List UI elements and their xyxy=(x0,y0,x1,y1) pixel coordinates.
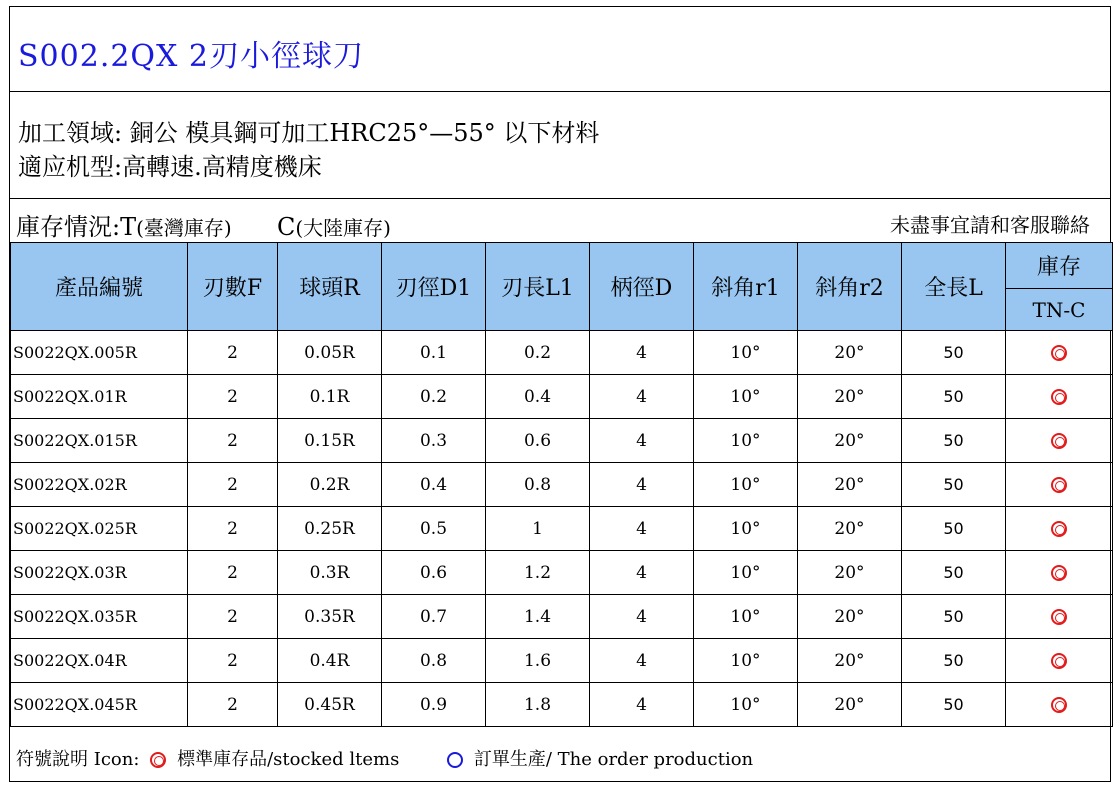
cell-stock xyxy=(1006,639,1113,683)
cell-code: S0022QX.005R xyxy=(11,331,188,375)
cell-d1: 0.2 xyxy=(382,375,486,419)
table-row xyxy=(11,683,1113,727)
cell-r1: 10° xyxy=(694,331,798,375)
legend-section xyxy=(10,733,1110,783)
cell-r1: 10° xyxy=(694,639,798,683)
cell-flutes: 2 xyxy=(188,639,278,683)
cell-flutes: 2 xyxy=(188,419,278,463)
table-row xyxy=(11,463,1113,507)
machine-type-text: 適应机型:高轉速.高精度機床 xyxy=(18,153,322,181)
title-section xyxy=(10,7,1110,92)
cell-ball: 0.2R xyxy=(278,463,382,507)
cell-l1: 1.8 xyxy=(486,683,590,727)
icon-legend xyxy=(16,745,753,771)
stock-legend xyxy=(16,207,391,242)
cell-stock xyxy=(1006,507,1113,551)
contact-note: 未盡事宜請和客服聯絡 xyxy=(890,213,1090,237)
table-row xyxy=(11,331,1113,375)
double-circle-icon xyxy=(150,752,166,768)
cell-flutes: 2 xyxy=(188,683,278,727)
cell-length: 50 xyxy=(902,463,1006,507)
cell-shank: 4 xyxy=(590,331,694,375)
cell-d1: 0.8 xyxy=(382,639,486,683)
cell-ball: 0.05R xyxy=(278,331,382,375)
table-row xyxy=(11,639,1113,683)
cell-stock xyxy=(1006,463,1113,507)
cell-shank: 4 xyxy=(590,375,694,419)
cell-d1: 0.9 xyxy=(382,683,486,727)
cell-ball: 0.1R xyxy=(278,375,382,419)
cell-flutes: 2 xyxy=(188,507,278,551)
cell-d1: 0.5 xyxy=(382,507,486,551)
header-code: 產品編號 xyxy=(11,243,188,331)
cell-l1: 0.4 xyxy=(486,375,590,419)
cell-l1: 0.2 xyxy=(486,331,590,375)
header-shank: 柄徑D xyxy=(590,243,694,331)
cell-stock xyxy=(1006,551,1113,595)
double-circle-icon xyxy=(1051,609,1067,625)
stock-t-code: T xyxy=(120,213,137,241)
cell-r1: 10° xyxy=(694,683,798,727)
cell-r2: 20° xyxy=(798,331,902,375)
header-stock: 庫存 xyxy=(1006,243,1113,289)
header-d1: 刃徑D1 xyxy=(382,243,486,331)
cell-length: 50 xyxy=(902,683,1006,727)
cell-length: 50 xyxy=(902,331,1006,375)
cell-r2: 20° xyxy=(798,463,902,507)
cell-code: S0022QX.01R xyxy=(11,375,188,419)
cell-ball: 0.35R xyxy=(278,595,382,639)
table-row xyxy=(11,375,1113,419)
table-row xyxy=(11,595,1113,639)
cell-flutes: 2 xyxy=(188,463,278,507)
cell-length: 50 xyxy=(902,595,1006,639)
cell-shank: 4 xyxy=(590,463,694,507)
info-section xyxy=(10,92,1110,199)
cell-flutes: 2 xyxy=(188,375,278,419)
cell-l1: 0.8 xyxy=(486,463,590,507)
spec-sheet xyxy=(9,6,1111,782)
cell-ball: 0.4R xyxy=(278,639,382,683)
cell-stock xyxy=(1006,331,1113,375)
circle-icon xyxy=(447,752,463,768)
cell-stock xyxy=(1006,595,1113,639)
cell-code: S0022QX.045R xyxy=(11,683,188,727)
cell-d1: 0.1 xyxy=(382,331,486,375)
stock-c-label: (大陸庫存) xyxy=(295,216,391,240)
double-circle-icon xyxy=(1051,521,1067,537)
double-circle-icon xyxy=(1051,565,1067,581)
cell-r1: 10° xyxy=(694,551,798,595)
cell-r1: 10° xyxy=(694,463,798,507)
cell-stock xyxy=(1006,419,1113,463)
cell-r1: 10° xyxy=(694,595,798,639)
cell-d1: 0.4 xyxy=(382,463,486,507)
stock-t-label: (臺灣庫存) xyxy=(136,216,232,240)
spec-table-body xyxy=(11,331,1113,727)
legend-order-label: 訂單生產/ The order production xyxy=(473,749,754,770)
cell-length: 50 xyxy=(902,551,1006,595)
cell-l1: 1.2 xyxy=(486,551,590,595)
legend-prefix: 符號說明 Icon: xyxy=(16,749,140,770)
cell-shank: 4 xyxy=(590,419,694,463)
cell-code: S0022QX.035R xyxy=(11,595,188,639)
stock-section xyxy=(10,199,1110,242)
cell-flutes: 2 xyxy=(188,595,278,639)
double-circle-icon xyxy=(1051,345,1067,361)
cell-code: S0022QX.04R xyxy=(11,639,188,683)
cell-l1: 1 xyxy=(486,507,590,551)
processing-field-text: 加工領域: 銅公 模具鋼可加工HRC25°—55° 以下材料 xyxy=(18,119,600,147)
stock-c-code: C xyxy=(277,213,296,241)
double-circle-icon xyxy=(1051,477,1067,493)
cell-r1: 10° xyxy=(694,507,798,551)
cell-ball: 0.3R xyxy=(278,551,382,595)
cell-ball: 0.25R xyxy=(278,507,382,551)
table-row xyxy=(11,551,1113,595)
cell-stock xyxy=(1006,375,1113,419)
cell-l1: 1.6 xyxy=(486,639,590,683)
header-l1: 刃長L1 xyxy=(486,243,590,331)
cell-d1: 0.6 xyxy=(382,551,486,595)
stock-label: 庫存情況: xyxy=(16,213,121,241)
page-title: S002.2QX 2刃小徑球刀 xyxy=(18,39,365,74)
cell-r1: 10° xyxy=(694,419,798,463)
legend-stocked-label: 標準庫存品/stocked ltems xyxy=(177,749,400,770)
cell-flutes: 2 xyxy=(188,331,278,375)
cell-shank: 4 xyxy=(590,507,694,551)
cell-flutes: 2 xyxy=(188,551,278,595)
cell-code: S0022QX.02R xyxy=(11,463,188,507)
cell-r2: 20° xyxy=(798,419,902,463)
cell-l1: 1.4 xyxy=(486,595,590,639)
header-length: 全長L xyxy=(902,243,1006,331)
cell-d1: 0.7 xyxy=(382,595,486,639)
cell-code: S0022QX.03R xyxy=(11,551,188,595)
cell-shank: 4 xyxy=(590,551,694,595)
cell-l1: 0.6 xyxy=(486,419,590,463)
cell-length: 50 xyxy=(902,419,1006,463)
cell-shank: 4 xyxy=(590,683,694,727)
cell-r2: 20° xyxy=(798,507,902,551)
spec-table xyxy=(10,242,1113,727)
cell-length: 50 xyxy=(902,375,1006,419)
cell-shank: 4 xyxy=(590,639,694,683)
cell-r2: 20° xyxy=(798,683,902,727)
table-row xyxy=(11,507,1113,551)
double-circle-icon xyxy=(1051,389,1067,405)
double-circle-icon xyxy=(1051,653,1067,669)
cell-stock xyxy=(1006,683,1113,727)
header-r2: 斜角r2 xyxy=(798,243,902,331)
table-row xyxy=(11,419,1113,463)
cell-r1: 10° xyxy=(694,375,798,419)
cell-shank: 4 xyxy=(590,595,694,639)
cell-code: S0022QX.025R xyxy=(11,507,188,551)
header-r1: 斜角r1 xyxy=(694,243,798,331)
cell-code: S0022QX.015R xyxy=(11,419,188,463)
cell-ball: 0.45R xyxy=(278,683,382,727)
header-ball: 球頭R xyxy=(278,243,382,331)
cell-r2: 20° xyxy=(798,595,902,639)
cell-d1: 0.3 xyxy=(382,419,486,463)
header-stock-sub: TN-C xyxy=(1006,289,1113,331)
double-circle-icon xyxy=(1051,697,1067,713)
header-flutes: 刃數F xyxy=(188,243,278,331)
double-circle-icon xyxy=(1051,433,1067,449)
cell-length: 50 xyxy=(902,639,1006,683)
cell-ball: 0.15R xyxy=(278,419,382,463)
cell-r2: 20° xyxy=(798,551,902,595)
cell-r2: 20° xyxy=(798,639,902,683)
cell-r2: 20° xyxy=(798,375,902,419)
cell-length: 50 xyxy=(902,507,1006,551)
